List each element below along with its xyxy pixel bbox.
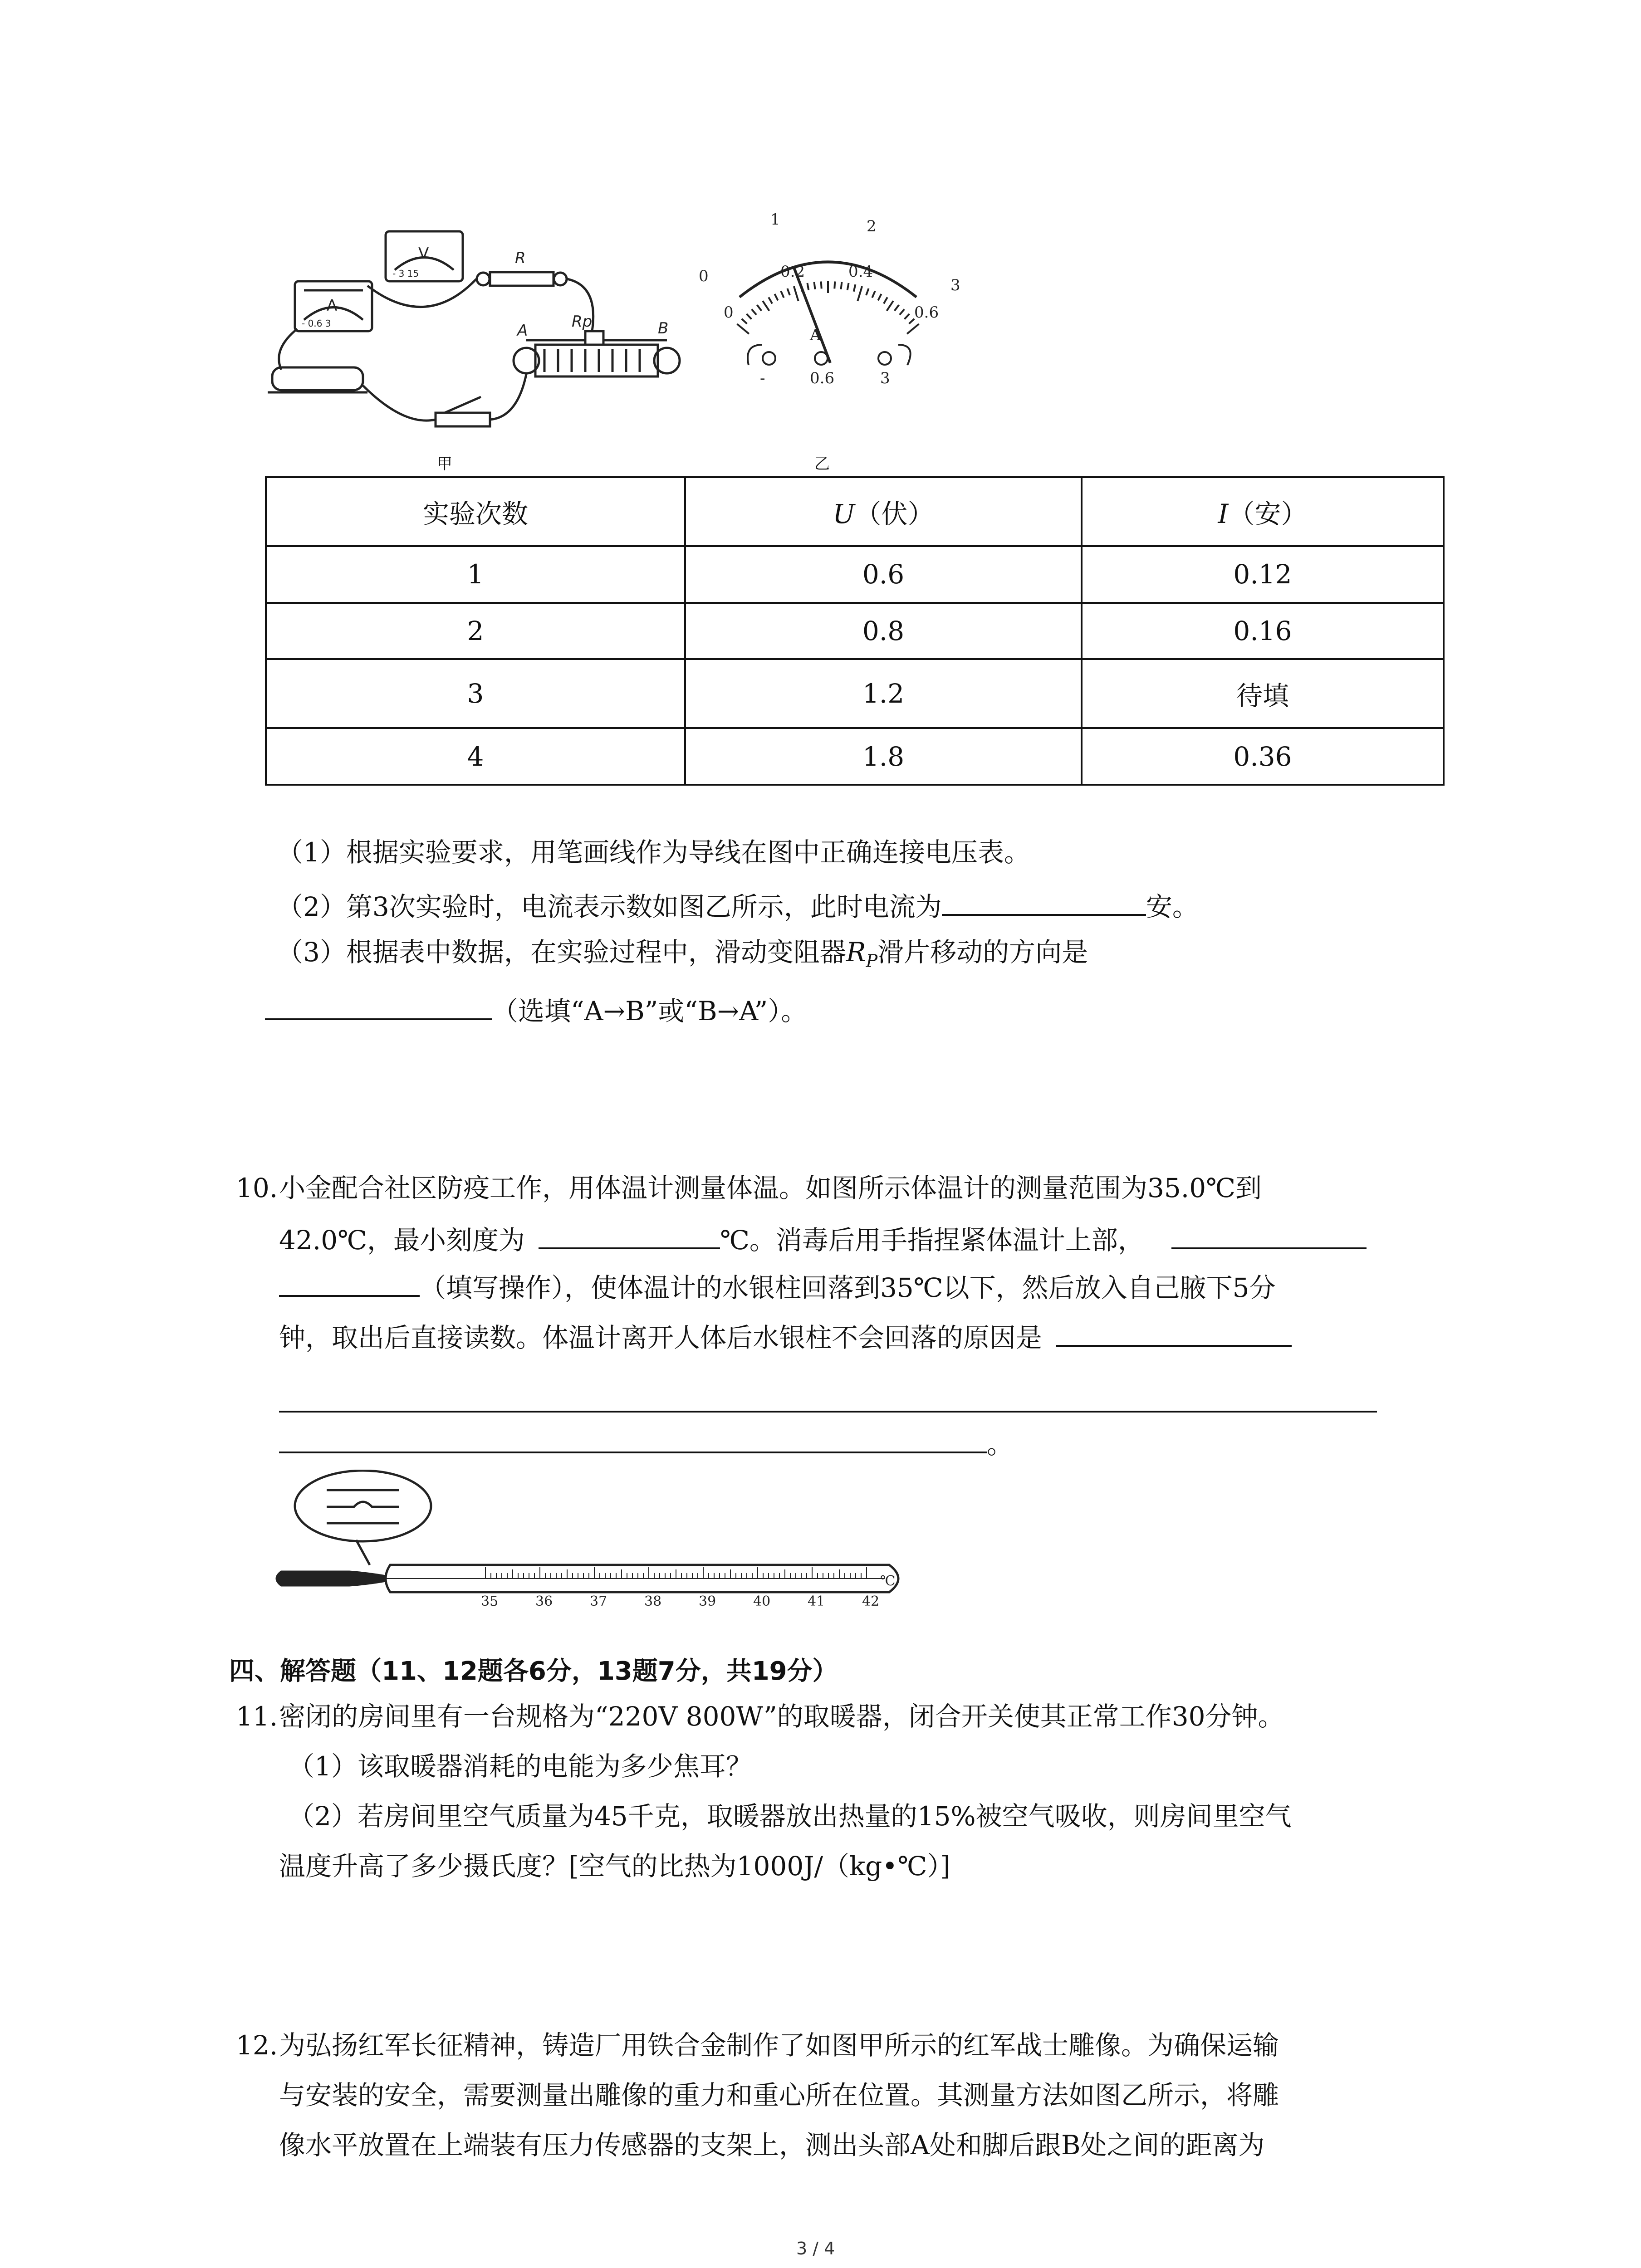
svg-text:V: V	[418, 244, 429, 263]
dial-tick	[857, 286, 862, 301]
q9-part1: （1）根据实验要求，用笔画线作为导线在图中正确连接电压表。	[277, 837, 1030, 868]
dial-tick	[847, 283, 849, 290]
header-voltage: U（伏）	[685, 477, 1082, 546]
thermometer-figure	[272, 1470, 916, 1606]
q11-line2: （1）该取暖器消耗的电能为多少焦耳？	[288, 1751, 752, 1782]
dial-tick	[895, 305, 899, 311]
q10-line1: 小金配合社区防疫工作，用体温计测量体温。如图所示体温计的测量范围为35.0℃到	[279, 1173, 1262, 1203]
dial-tick	[787, 288, 790, 295]
dial-tick	[887, 301, 893, 311]
outer-scale-2: 2	[867, 217, 877, 235]
inner-scale-0: 0	[724, 303, 734, 322]
thermo-tick-42: 42	[862, 1593, 880, 1606]
q12-line3: 像水平放置在上端装有压力传感器的支架上，测出头部A处和脚后跟B处之间的距离为	[279, 2130, 1265, 2160]
svg-text:- 0.6 3: - 0.6 3	[302, 318, 331, 329]
q10-blank-min-scale[interactable]	[539, 1225, 720, 1249]
dial-tick	[757, 305, 762, 311]
q10-blank-operation-a[interactable]	[1171, 1225, 1367, 1249]
dial-tick	[814, 282, 815, 289]
table-row: 1 0.6 0.12	[266, 546, 1444, 603]
dial-tick	[905, 314, 910, 319]
terminal-3: 3	[880, 369, 890, 387]
battery	[272, 367, 363, 390]
dial-tick	[872, 291, 875, 298]
dial-tick	[781, 291, 784, 298]
thermo-tick-35: 35	[481, 1593, 499, 1606]
thermo-tick-40: 40	[753, 1593, 771, 1606]
q10-blank-reason-c[interactable]	[279, 1429, 987, 1453]
q9-part2: （2）第3次实验时，电流表示数如图乙所示，此时电流为 安。	[277, 891, 1199, 922]
q11-line4: 温度升高了多少摄氏度？[空气的比热为1000J/（kg•℃）]	[279, 1851, 951, 1882]
table-row: 4 1.8 0.36	[266, 728, 1444, 785]
header-trials: 实验次数	[266, 477, 685, 546]
thermo-unit: ℃	[880, 1573, 896, 1589]
dial-tick	[737, 324, 749, 334]
dial-tick	[834, 281, 835, 288]
q11-number: 11.	[236, 1701, 278, 1732]
q10-line3: （填写操作），使体温计的水银柱回落到35℃以下，然后放入自己腋下5分	[279, 1272, 1276, 1301]
terminal-minus: -	[760, 369, 765, 387]
meter-unit: A	[810, 326, 821, 344]
dial-tick	[900, 309, 904, 315]
dial-tick	[774, 294, 778, 300]
outer-scale-3: 3	[950, 276, 960, 294]
q9-answer-blank-2[interactable]	[942, 891, 1146, 916]
section-heading: 四、解答题（11、12题各6分，13题7分，共19分）	[229, 1657, 838, 1686]
q11-line1: 密闭的房间里有一台规格为“220V 800W”的取暖器，闭合开关使其正常工作30分钟。	[279, 1701, 1284, 1732]
fixed-resistor	[490, 272, 554, 286]
svg-text:- 3 15: - 3 15	[392, 268, 419, 279]
dial-tick	[794, 286, 798, 301]
dial-tick	[742, 319, 747, 324]
data-table	[265, 476, 1445, 786]
ammeter-dial	[671, 209, 998, 417]
thermo-tick-36: 36	[535, 1593, 553, 1606]
figure-jia-label: 甲	[437, 455, 452, 473]
dial-tick	[907, 324, 919, 334]
q10-blank-reason-a[interactable]	[1056, 1322, 1292, 1347]
thermo-tick-37: 37	[590, 1593, 607, 1606]
dial-tick	[909, 319, 915, 324]
q10-line4: 钟，取出后直接读数。体温计离开人体后水银柱不会回落的原因是	[279, 1322, 1292, 1351]
svg-text:B: B	[658, 319, 669, 337]
svg-text:Rp: Rp	[572, 313, 593, 331]
inner-scale-1: 0.2	[780, 263, 805, 281]
dial-tick	[878, 294, 881, 300]
dial-tick	[884, 297, 887, 303]
q10-line6: 。	[279, 1429, 1013, 1457]
circuit-diagram	[254, 213, 708, 454]
dial-tick	[807, 283, 808, 290]
page-number: 3 / 4	[796, 2239, 835, 2258]
outer-scale-1: 1	[770, 210, 780, 229]
dial-tick	[752, 309, 756, 315]
svg-text:A: A	[327, 297, 338, 315]
q10-number: 10.	[236, 1173, 278, 1203]
q10-blank-operation-b[interactable]	[279, 1272, 420, 1297]
thermo-tick-39: 39	[699, 1593, 716, 1606]
switch	[436, 413, 490, 426]
svg-text:A: A	[517, 322, 528, 340]
q9-part3-line2: （选填“A→B”或“B→A”）。	[265, 996, 807, 1024]
table-row: 3 1.2 待填	[266, 659, 1444, 728]
dial-tick	[763, 301, 769, 311]
terminal-0.6: 0.6	[810, 369, 835, 387]
dial-tick	[866, 288, 869, 295]
q10-line2: 42.0℃，最小刻度为 ℃。消毒后用手指捏紧体温计上部，	[279, 1225, 1367, 1253]
inner-scale-3: 0.6	[914, 303, 939, 322]
outer-scale-0: 0	[699, 267, 709, 285]
svg-text:R: R	[515, 249, 526, 267]
q12-line2: 与安装的安全，需要测量出雕像的重力和重心所在位置。其测量方法如图乙所示，将雕	[279, 2080, 1279, 2111]
table-header-row	[266, 477, 1444, 546]
q12-line1: 为弘扬红军长征精神，铸造厂用铁合金制作了如图甲所示的红军战士雕像。为确保运输	[279, 2030, 1279, 2061]
dial-tick	[769, 297, 772, 303]
q9-answer-blank-3[interactable]	[265, 996, 492, 1020]
table-row: 2 0.8 0.16	[266, 603, 1444, 660]
figure-yi-label: 乙	[814, 455, 830, 473]
dial-tick	[746, 314, 751, 319]
q11-line3: （2）若房间里空气质量为45千克，取暖器放出热量的15%被空气吸收，则房间里空气	[288, 1801, 1292, 1832]
thermo-tick-41: 41	[808, 1593, 825, 1606]
q12-number: 12.	[236, 2030, 278, 2061]
thermo-tick-38: 38	[644, 1593, 662, 1606]
q9-part3: （3）根据表中数据，在实验过程中，滑动变阻器$R_P$滑片移动的方向是	[277, 937, 1088, 971]
q10-blank-reason-b[interactable]	[279, 1411, 1377, 1413]
inner-scale-2: 0.4	[848, 263, 873, 281]
dial-tick	[821, 281, 822, 288]
dial-tick	[854, 284, 856, 292]
ammeter-pointer	[794, 268, 830, 363]
header-current: I（安）	[1082, 477, 1444, 546]
dial-tick	[841, 282, 842, 289]
